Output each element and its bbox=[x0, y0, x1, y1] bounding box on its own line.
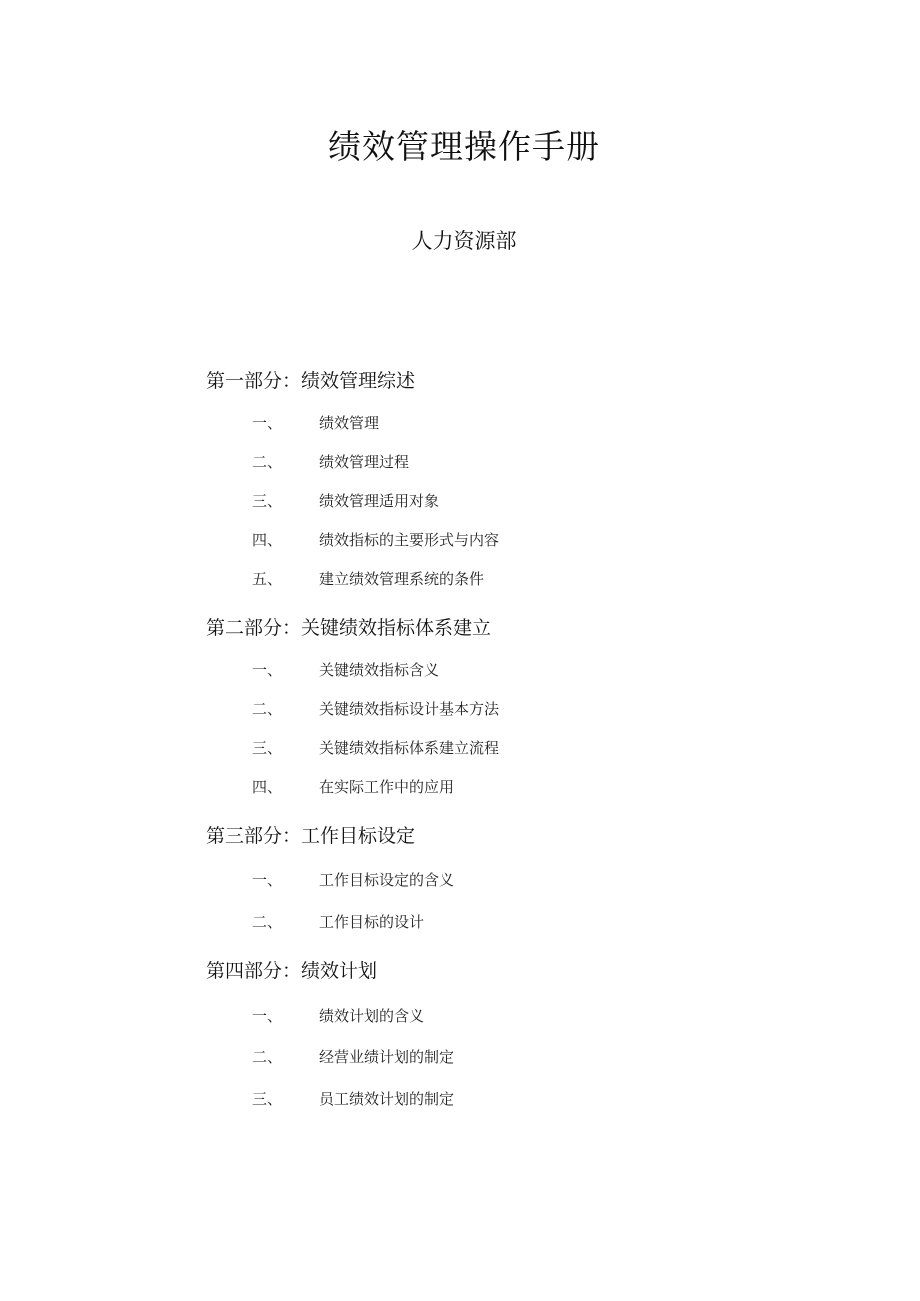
toc-item[interactable] bbox=[252, 697, 499, 721]
item-title: 绩效管理适用对象 bbox=[319, 492, 440, 510]
item-title: 关键绩效指标含义 bbox=[319, 661, 440, 679]
item-number: 一、 bbox=[252, 871, 283, 889]
toc-item[interactable] bbox=[252, 1004, 424, 1028]
toc-item[interactable] bbox=[252, 868, 454, 892]
department-name: 人力资源部 bbox=[411, 229, 517, 253]
section-heading[interactable]: 第二部分：关键绩效指标体系建立 bbox=[206, 617, 492, 639]
toc-section-3 bbox=[206, 821, 726, 931]
toc-item[interactable] bbox=[252, 1087, 454, 1111]
section-heading[interactable]: 第三部分：工作目标设定 bbox=[206, 825, 416, 847]
item-title: 关键绩效指标设计基本方法 bbox=[319, 700, 500, 718]
item-title: 工作目标的设计 bbox=[319, 913, 425, 931]
item-title: 绩效管理 bbox=[319, 414, 380, 432]
toc-item[interactable] bbox=[252, 1045, 454, 1069]
item-number: 三、 bbox=[252, 739, 283, 757]
item-number: 四、 bbox=[252, 531, 283, 549]
toc-section-4 bbox=[206, 956, 726, 1108]
toc-item[interactable] bbox=[252, 567, 484, 591]
item-number: 三、 bbox=[252, 1090, 283, 1108]
item-title: 绩效管理过程 bbox=[319, 453, 410, 471]
toc-item[interactable] bbox=[252, 411, 379, 435]
toc-item[interactable] bbox=[252, 489, 439, 513]
toc-item[interactable] bbox=[252, 528, 499, 552]
item-number: 二、 bbox=[252, 1048, 283, 1066]
toc-item[interactable] bbox=[252, 658, 439, 682]
item-title: 在实际工作中的应用 bbox=[319, 778, 455, 796]
toc-item[interactable] bbox=[252, 450, 409, 474]
toc-section-1 bbox=[206, 366, 726, 588]
item-number: 三、 bbox=[252, 492, 283, 510]
item-title: 员工绩效计划的制定 bbox=[319, 1090, 455, 1108]
item-number: 二、 bbox=[252, 453, 283, 471]
item-number: 四、 bbox=[252, 778, 283, 796]
item-number: 二、 bbox=[252, 913, 283, 931]
item-number: 二、 bbox=[252, 700, 283, 718]
toc-item[interactable] bbox=[252, 736, 499, 760]
item-title: 建立绩效管理系统的条件 bbox=[319, 570, 485, 588]
item-number: 五、 bbox=[252, 570, 283, 588]
toc-section-2 bbox=[206, 613, 726, 796]
item-title: 工作目标设定的含义 bbox=[319, 871, 455, 889]
item-title: 关键绩效指标体系建立流程 bbox=[319, 739, 500, 757]
item-title: 经营业绩计划的制定 bbox=[319, 1048, 455, 1066]
section-heading[interactable]: 第四部分：绩效计划 bbox=[206, 960, 378, 982]
item-title: 绩效指标的主要形式与内容 bbox=[319, 531, 500, 549]
item-title: 绩效计划的含义 bbox=[319, 1007, 425, 1025]
document-title: 绩效管理操作手册 bbox=[328, 127, 600, 166]
item-number: 一、 bbox=[252, 661, 283, 679]
item-number: 一、 bbox=[252, 414, 283, 432]
toc-item[interactable] bbox=[252, 775, 454, 799]
item-number: 一、 bbox=[252, 1007, 283, 1025]
toc-item[interactable] bbox=[252, 910, 424, 934]
section-heading[interactable]: 第一部分：绩效管理综述 bbox=[206, 370, 416, 392]
